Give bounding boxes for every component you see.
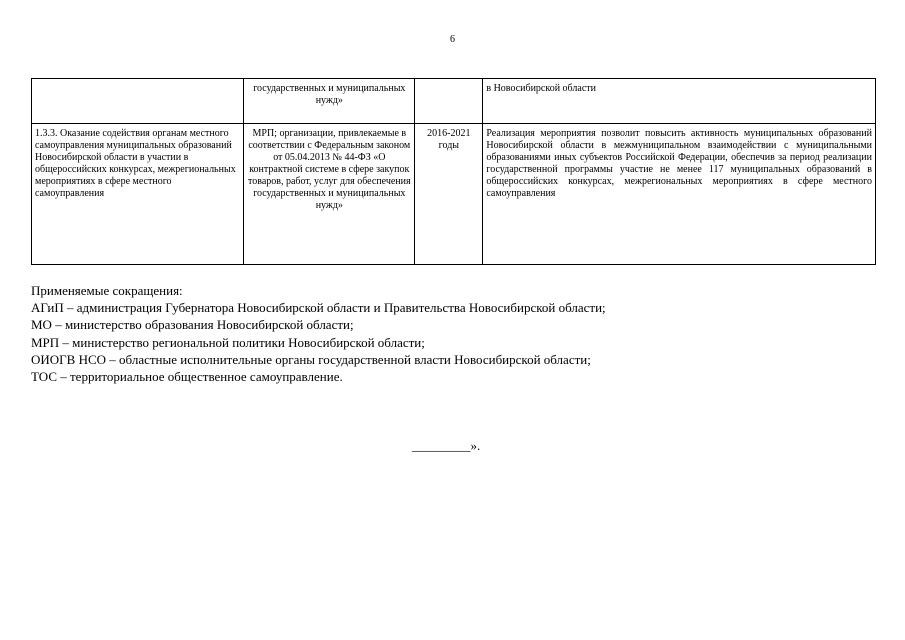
abbreviation-item: АГиП – администрация Губернатора Новосибирской области и Правительства Новосибирской области; (31, 300, 606, 316)
table-cell-executors: государственных и муниципальных нужд» (244, 79, 415, 124)
page-number: 6 (450, 34, 455, 45)
table-cell-result: в Новосибирской области (483, 79, 876, 124)
abbreviation-item: ОИОГВ НСО – областные исполнительные органы государственной власти Новосибирской области; (31, 351, 591, 367)
table-cell-measure: 1.3.3. Оказание содействия органам местного самоуправления муниципальных образований Новосибирской области в участии в общероссийских конкурсах, межрегиональных мероприятиях в сфере местного самоуправления (32, 124, 244, 265)
abbreviation-item: МРП – министерство региональной политики Новосибирской области; (31, 334, 425, 350)
abbreviations-heading: Применяемые сокращения: (31, 283, 183, 298)
table-row (32, 79, 876, 124)
table-row (32, 124, 876, 265)
closing-mark: _________». (412, 438, 481, 453)
table-cell-period (415, 79, 483, 124)
table-cell-executors: МРП; организации, привлекаемые в соответствии с Федеральным законом от 05.04.2013 № 44-ФЗ «О контрактной системе в сфере закупок товаров, работ, услуг для обеспечения государственных и муниципальных нужд» (244, 124, 415, 265)
measures-table (31, 78, 876, 265)
abbreviation-item: ТОС – территориальное общественное самоуправление. (31, 369, 343, 385)
abbreviation-item: МО – министерство образования Новосибирской области; (31, 317, 354, 333)
abbreviations-block (31, 282, 876, 385)
table-cell-measure (32, 79, 244, 124)
table-cell-result: Реализация мероприятия позволит повысить активность муниципальных образований Новосибирской области в межмуниципальном взаимодействии с муниципальными образованиями иных субъектов Российской Федерации, обеспечив за период реализации государственной программы участие не менее 117 муниципальных образований в общероссийских конкурсах, межрегиональных мероприятиях в сфере местного самоуправления (483, 124, 876, 265)
table-cell-period: 2016-2021 годы (415, 124, 483, 265)
